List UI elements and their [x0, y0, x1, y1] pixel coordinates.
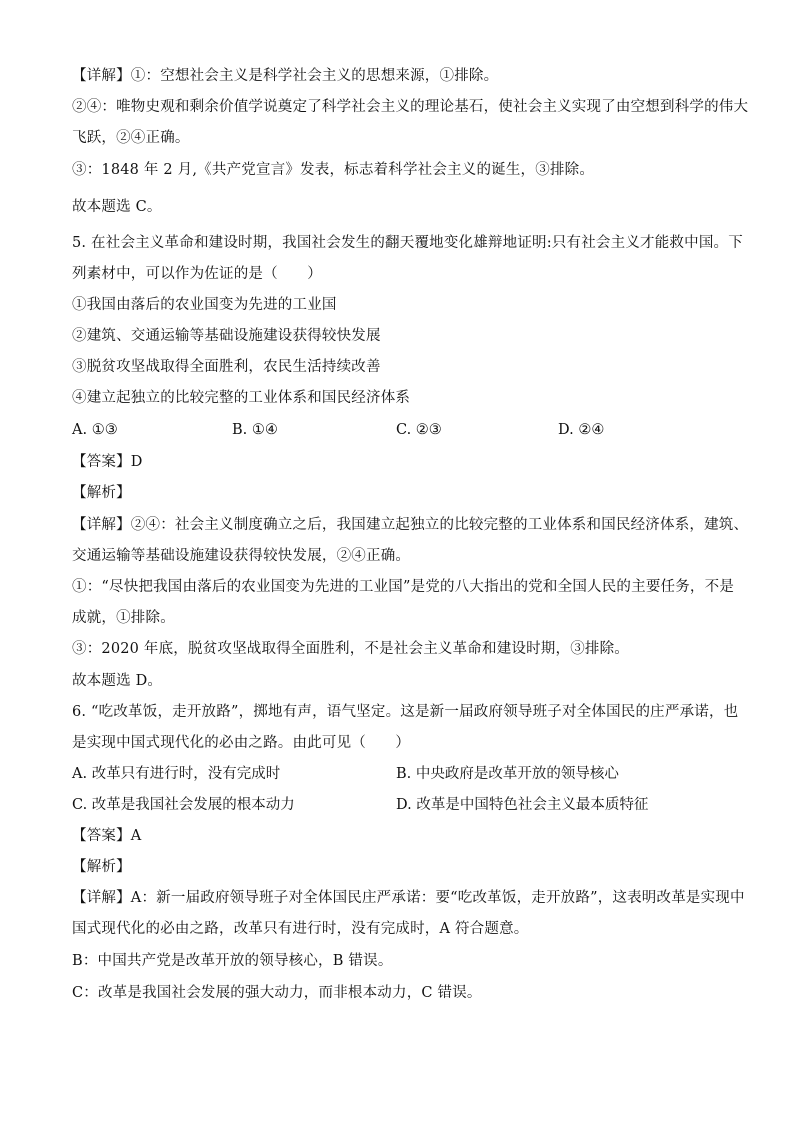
q6-answer: 【答案】A	[72, 828, 142, 844]
q5-option-d: D. ②④	[558, 422, 605, 438]
q5-detail-line-4: 成就，①排除。	[72, 610, 175, 626]
q6-detail-line-3: B：中国共产党是改革开放的领导核心，B 错误。	[72, 953, 393, 969]
q5-item-4: ④建立起独立的比较完整的工业体系和国民经济体系	[72, 390, 411, 406]
q4-conclusion: 故本题选 C。	[72, 199, 162, 215]
q4-detail-line-1: 【详解】①：空想社会主义是科学社会主义的思想来源，①排除。	[72, 68, 499, 84]
q5-item-3: ③脱贫攻坚战取得全面胜利，农民生活持续改善	[72, 359, 381, 375]
q5-option-a: A. ①③	[72, 422, 118, 438]
q5-item-2: ②建筑、交通运输等基础设施建设获得较快发展	[72, 328, 381, 344]
q5-analysis-label: 【解析】	[72, 485, 131, 501]
q5-detail-line-3: ①：“尽快把我国由落后的农业国变为先进的工业国”是党的八大指出的党和全国人民的主要任务，不是	[72, 579, 735, 595]
q4-detail-line-2: ②④：唯物史观和剩余价值学说奠定了科学社会主义的理论基石，使社会主义实现了由空想到科学的伟大	[72, 99, 749, 115]
q6-option-b: B. 中央政府是改革开放的领导核心	[396, 766, 619, 782]
q4-detail-line-3: 飞跃，②④正确。	[72, 130, 190, 146]
q4-detail-line-4: ③：1848 年 2 月,《共产党宣言》发表，标志着科学社会主义的诞生，③排除。	[72, 162, 595, 178]
q6-option-d: D. 改革是中国特色社会主义最本质特征	[396, 797, 649, 813]
q6-detail-line-2: 国式现代化的必由之路，改革只有进行时，没有完成时，A 符合题意。	[72, 921, 529, 937]
q5-stem-line-1: 5. 在社会主义革命和建设时期，我国社会发生的翻天覆地变化雄辩地证明:只有社会主义才能救中国。下	[72, 235, 743, 251]
q5-detail-line-1: 【详解】②④：社会主义制度确立之后，我国建立起独立的比较完整的工业体系和国民经济体系，建筑、	[72, 517, 749, 533]
q6-detail-line-1: 【详解】A：新一届政府领导班子对全体国民庄严承诺：要“吃改革饭，走开放路”，这表明改革是实现中	[72, 890, 745, 906]
q5-option-c: C. ②③	[396, 422, 442, 438]
q6-stem-line-2: 是实现中国式现代化的必由之路。由此可见（ ）	[72, 735, 411, 751]
q5-answer: 【答案】D	[72, 454, 143, 470]
q5-conclusion: 故本题选 D。	[72, 673, 163, 689]
q5-option-b: B. ①④	[232, 422, 278, 438]
q5-detail-line-5: ③：2020 年底，脱贫攻坚战取得全面胜利，不是社会主义革命和建设时期，③排除。	[72, 641, 630, 657]
q6-analysis-label: 【解析】	[72, 859, 131, 875]
q5-detail-line-2: 交通运输等基础设施建设获得较快发展，②④正确。	[72, 548, 411, 564]
q6-option-a: A. 改革只有进行时，没有完成时	[72, 766, 281, 782]
q6-stem-line-1: 6. “吃改革饭，走开放路”，掷地有声，语气坚定。这是新一届政府领导班子对全体国民的庄严承诺，也	[72, 704, 739, 720]
q6-detail-line-4: C：改革是我国社会发展的强大动力，而非根本动力，C 错误。	[72, 985, 482, 1001]
q5-stem-line-2: 列素材中，可以作为佐证的是（ ）	[72, 266, 322, 282]
q5-item-1: ①我国由落后的农业国变为先进的工业国	[72, 297, 337, 313]
q6-option-c: C. 改革是我国社会发展的根本动力	[72, 797, 295, 813]
